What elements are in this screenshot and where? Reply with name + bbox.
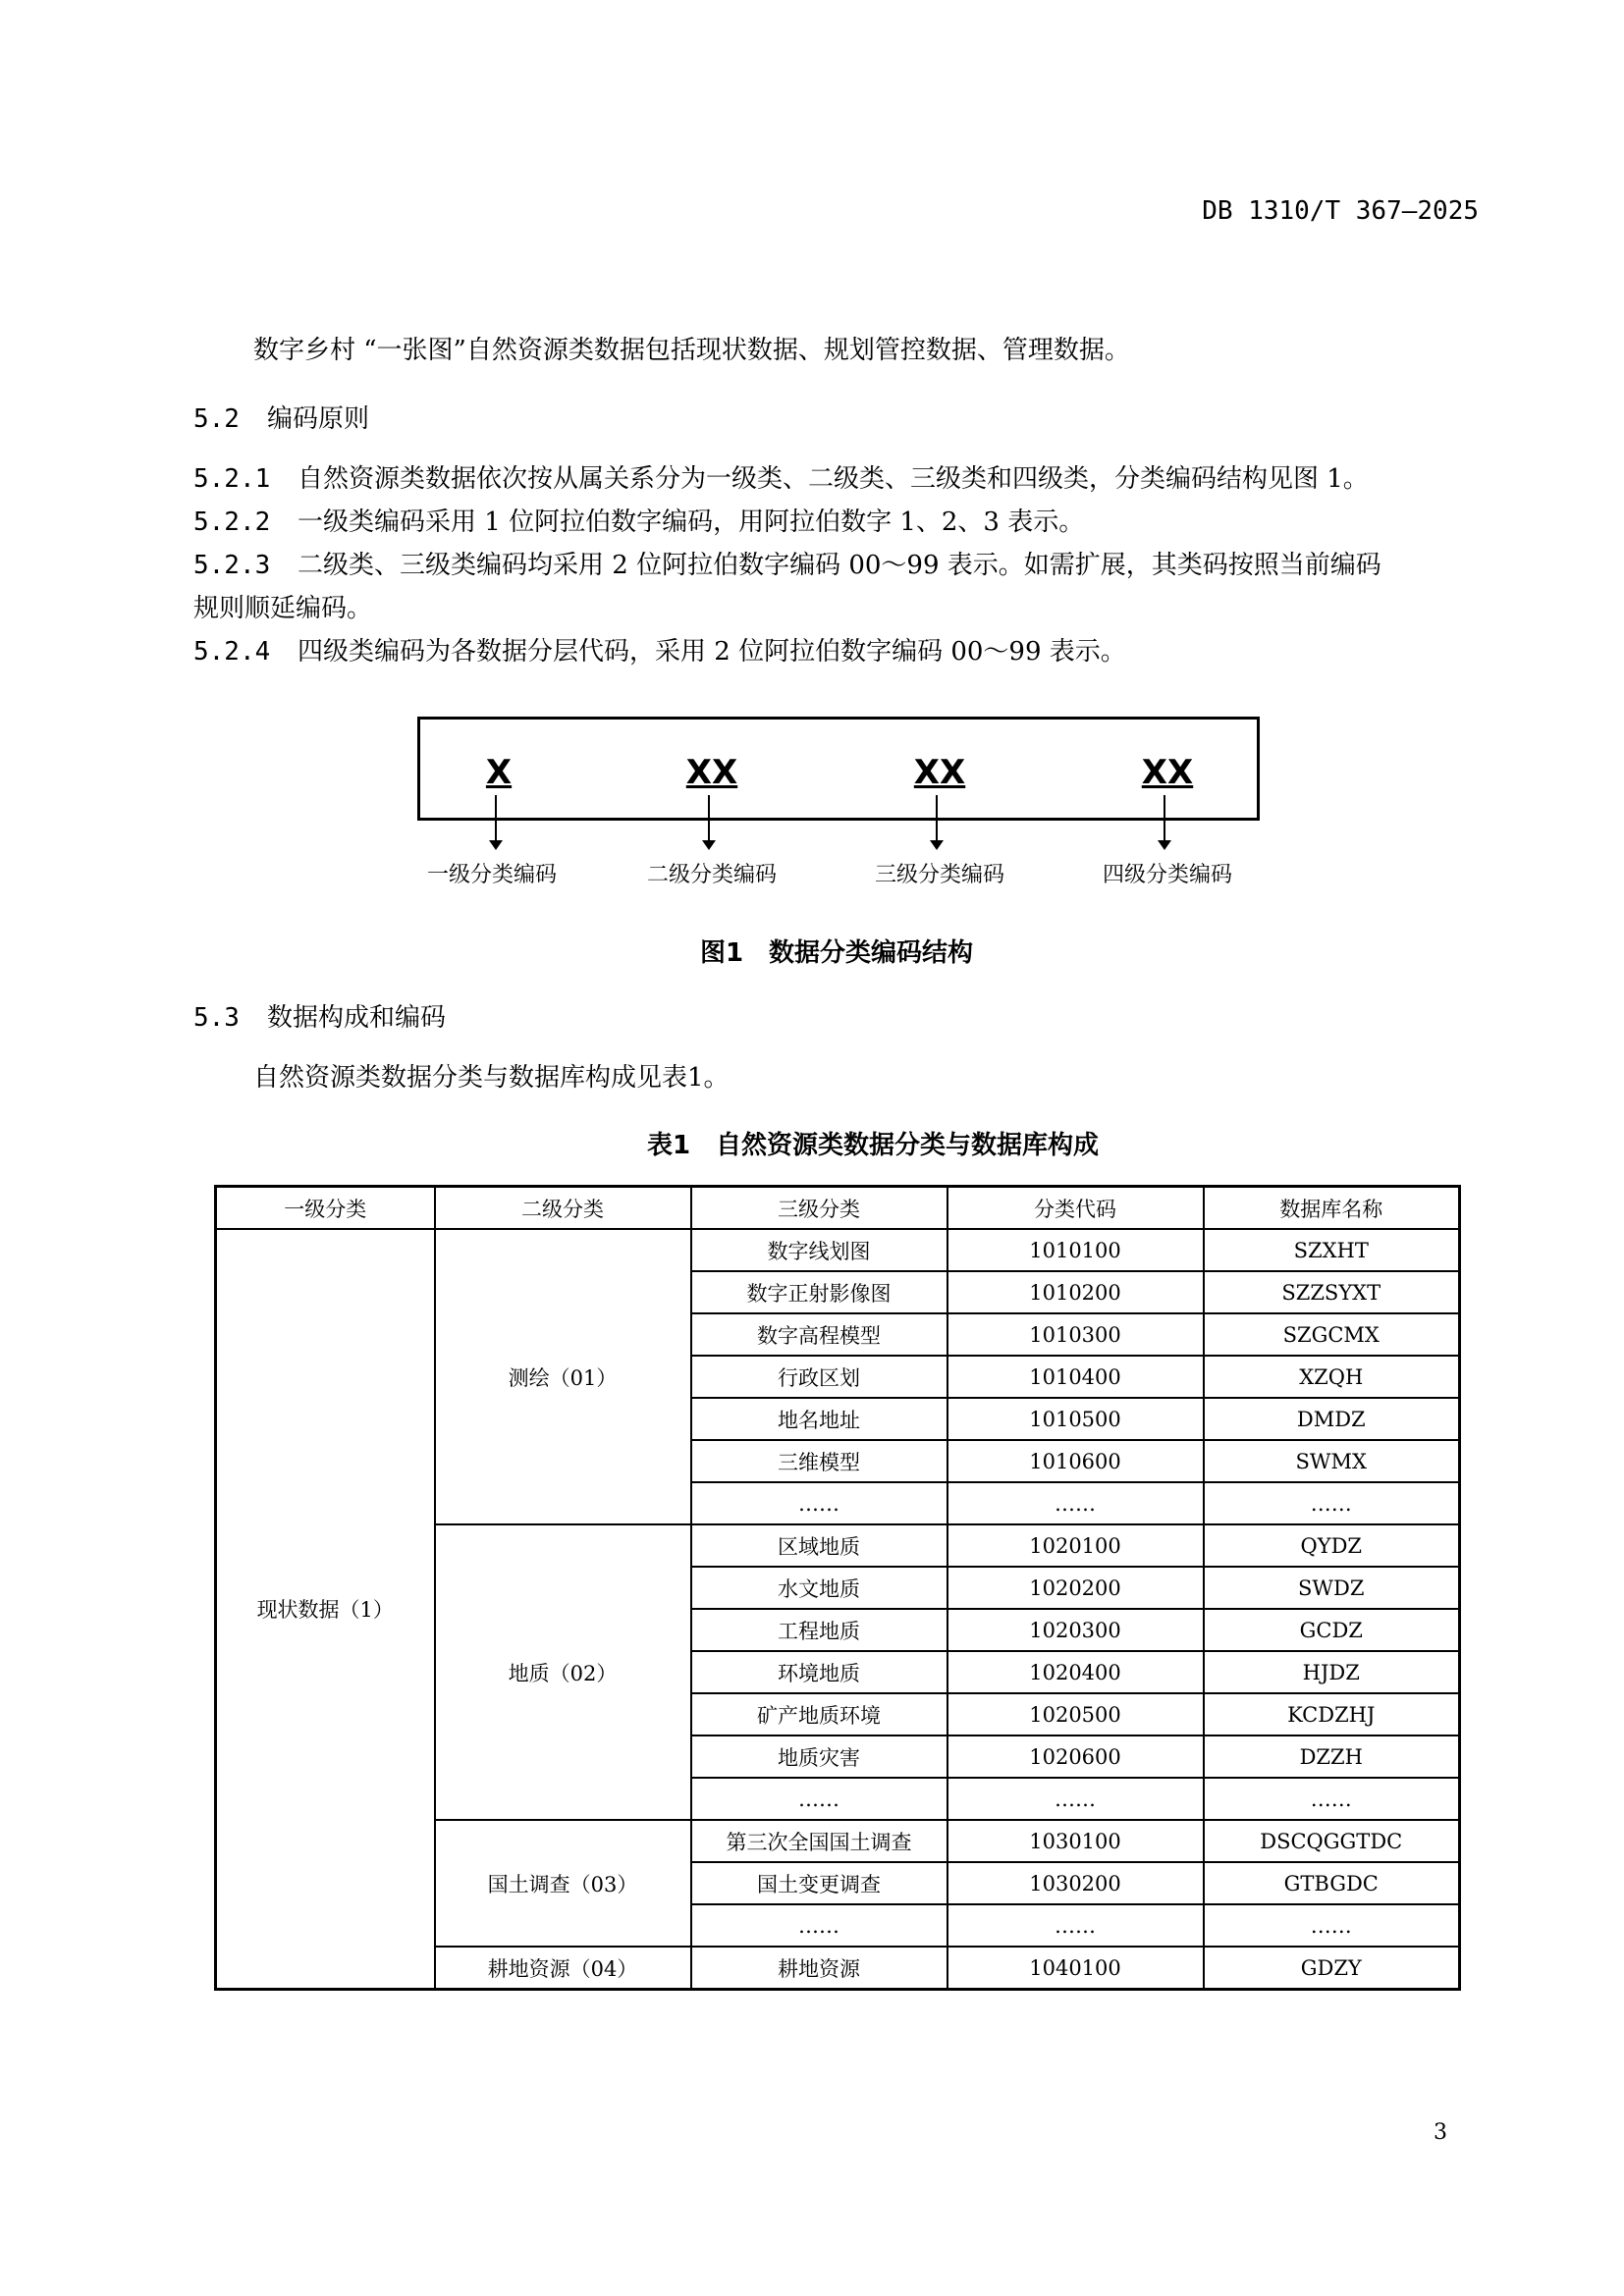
database-name-cell: ……	[1204, 1904, 1460, 1947]
level4-code: XX	[1141, 753, 1194, 792]
code-cell: 1040100	[947, 1947, 1204, 1990]
code-cell: 1010200	[947, 1271, 1204, 1313]
level1-code: X	[485, 753, 513, 792]
table-row	[216, 1229, 1460, 1271]
code-cell: 1030100	[947, 1820, 1204, 1862]
clause-5-2-2	[193, 501, 1084, 544]
level3-cell: 地名地址	[691, 1398, 947, 1440]
code-cell: 1020600	[947, 1735, 1204, 1778]
level1-label: 一级分类编码	[426, 863, 558, 887]
code-cell: 1020500	[947, 1693, 1204, 1735]
code-cell: ……	[947, 1482, 1204, 1524]
code-cell: 1010600	[947, 1440, 1204, 1482]
column-header: 分类代码	[947, 1187, 1204, 1230]
level3-cell: 第三次全国国土调查	[691, 1820, 947, 1862]
level3-code: XX	[913, 753, 966, 792]
code-cell: 1010500	[947, 1398, 1204, 1440]
table-caption: 表1 自然资源类数据分类与数据库构成	[646, 1131, 1100, 1160]
clause-text: 自然资源类数据依次按从属关系分为一级类、二级类、三级类和四级类，分类编码结构见图 1。	[298, 464, 1369, 494]
database-name-cell: DMDZ	[1204, 1398, 1460, 1440]
clause-text: 四级类编码为各数据分层代码，采用 2 位阿拉伯数字编码 00～99 表示。	[298, 637, 1126, 667]
database-name-cell: SZGCMX	[1204, 1313, 1460, 1356]
level3-cell: ……	[691, 1482, 947, 1524]
code-structure-box	[417, 717, 1260, 821]
arrow-down-icon	[708, 795, 710, 842]
level2-cell: 国土调查（03）	[435, 1820, 691, 1947]
arrow-down-icon	[1164, 795, 1165, 842]
clause-text: 一级类编码采用 1 位阿拉伯数字编码，用阿拉伯数字 1、2、3 表示。	[298, 507, 1085, 537]
code-cell: 1030200	[947, 1862, 1204, 1904]
column-header: 一级分类	[216, 1187, 435, 1230]
clause-5-2-1	[193, 457, 1369, 501]
code-cell: ……	[947, 1778, 1204, 1820]
section-number: 5.3	[193, 1003, 240, 1033]
level3-cell: 行政区划	[691, 1356, 947, 1398]
database-name-cell: SZXHT	[1204, 1229, 1460, 1271]
clause-number: 5.2.3	[193, 551, 271, 580]
level2-cell: 测绘（01）	[435, 1229, 691, 1524]
clause-number: 5.2.1	[193, 464, 271, 494]
database-name-cell: HJDZ	[1204, 1651, 1460, 1693]
code-cell: 1010400	[947, 1356, 1204, 1398]
page-number: 3	[1434, 2120, 1447, 2145]
level3-cell: 国土变更调查	[691, 1862, 947, 1904]
database-name-cell: KCDZHJ	[1204, 1693, 1460, 1735]
section-5-3-paragraph: 自然资源类数据分类与数据库构成见表1。	[253, 1063, 730, 1093]
clause-number: 5.2.4	[193, 637, 271, 667]
column-header: 数据库名称	[1204, 1187, 1460, 1230]
clause-5-2-3-continuation: 规则顺延编码。	[193, 594, 373, 623]
code-cell: 1010100	[947, 1229, 1204, 1271]
code-cell: 1020100	[947, 1524, 1204, 1567]
column-header: 二级分类	[435, 1187, 691, 1230]
level4-label: 四级分类编码	[1102, 863, 1233, 887]
code-cell: 1020200	[947, 1567, 1204, 1609]
level1-cell: 现状数据（1）	[216, 1229, 435, 1990]
clause-number: 5.2.2	[193, 507, 271, 537]
level2-code: XX	[685, 753, 738, 792]
code-cell: 1020300	[947, 1609, 1204, 1651]
level3-cell: 矿产地质环境	[691, 1693, 947, 1735]
level3-label: 三级分类编码	[874, 863, 1005, 887]
level3-cell: 水文地质	[691, 1567, 947, 1609]
level3-cell: 地质灾害	[691, 1735, 947, 1778]
database-name-cell: GTBGDC	[1204, 1862, 1460, 1904]
clause-5-2-3	[193, 544, 1381, 587]
level3-cell: ……	[691, 1904, 947, 1947]
arrow-down-icon	[936, 795, 938, 842]
database-name-cell: XZQH	[1204, 1356, 1460, 1398]
database-name-cell: SWDZ	[1204, 1567, 1460, 1609]
code-cell: ……	[947, 1904, 1204, 1947]
intro-paragraph: 数字乡村 “一张图”自然资源类数据包括现状数据、规划管控数据、管理数据。	[253, 336, 1130, 365]
level2-cell: 地质（02）	[435, 1524, 691, 1820]
figure-caption: 图1 数据分类编码结构	[699, 938, 974, 968]
level3-cell: ……	[691, 1778, 947, 1820]
level2-cell: 耕地资源（04）	[435, 1947, 691, 1990]
data-classification-table	[214, 1185, 1461, 1991]
level2-label: 二级分类编码	[646, 863, 778, 887]
database-name-cell: ……	[1204, 1778, 1460, 1820]
database-name-cell: QYDZ	[1204, 1524, 1460, 1567]
clause-5-2-4	[193, 630, 1126, 673]
code-cell: 1020400	[947, 1651, 1204, 1693]
arrow-down-icon	[495, 795, 497, 842]
level3-cell: 三维模型	[691, 1440, 947, 1482]
section-5-3-heading	[193, 997, 446, 1034]
level3-cell: 区域地质	[691, 1524, 947, 1567]
database-name-cell: SZZSYXT	[1204, 1271, 1460, 1313]
level3-cell: 数字高程模型	[691, 1313, 947, 1356]
level3-cell: 数字线划图	[691, 1229, 947, 1271]
table-header-row	[216, 1187, 1460, 1230]
column-header: 三级分类	[691, 1187, 947, 1230]
database-name-cell: SWMX	[1204, 1440, 1460, 1482]
code-cell: 1010300	[947, 1313, 1204, 1356]
database-name-cell: GCDZ	[1204, 1609, 1460, 1651]
section-5-2-heading	[193, 399, 369, 435]
database-name-cell: GDZY	[1204, 1947, 1460, 1990]
section-number: 5.2	[193, 404, 240, 434]
level3-cell: 工程地质	[691, 1609, 947, 1651]
document-number: DB 1310/T 367—2025	[1202, 196, 1479, 226]
database-name-cell: ……	[1204, 1482, 1460, 1524]
database-name-cell: DSCQGGTDC	[1204, 1820, 1460, 1862]
clause-text: 二级类、三级类编码均采用 2 位阿拉伯数字编码 00～99 表示。如需扩展，其类码按照当前编码	[298, 551, 1381, 580]
level3-cell: 数字正射影像图	[691, 1271, 947, 1313]
level3-cell: 耕地资源	[691, 1947, 947, 1990]
section-title: 编码原则	[267, 404, 370, 434]
section-title: 数据构成和编码	[267, 1003, 447, 1033]
level3-cell: 环境地质	[691, 1651, 947, 1693]
database-name-cell: DZZH	[1204, 1735, 1460, 1778]
